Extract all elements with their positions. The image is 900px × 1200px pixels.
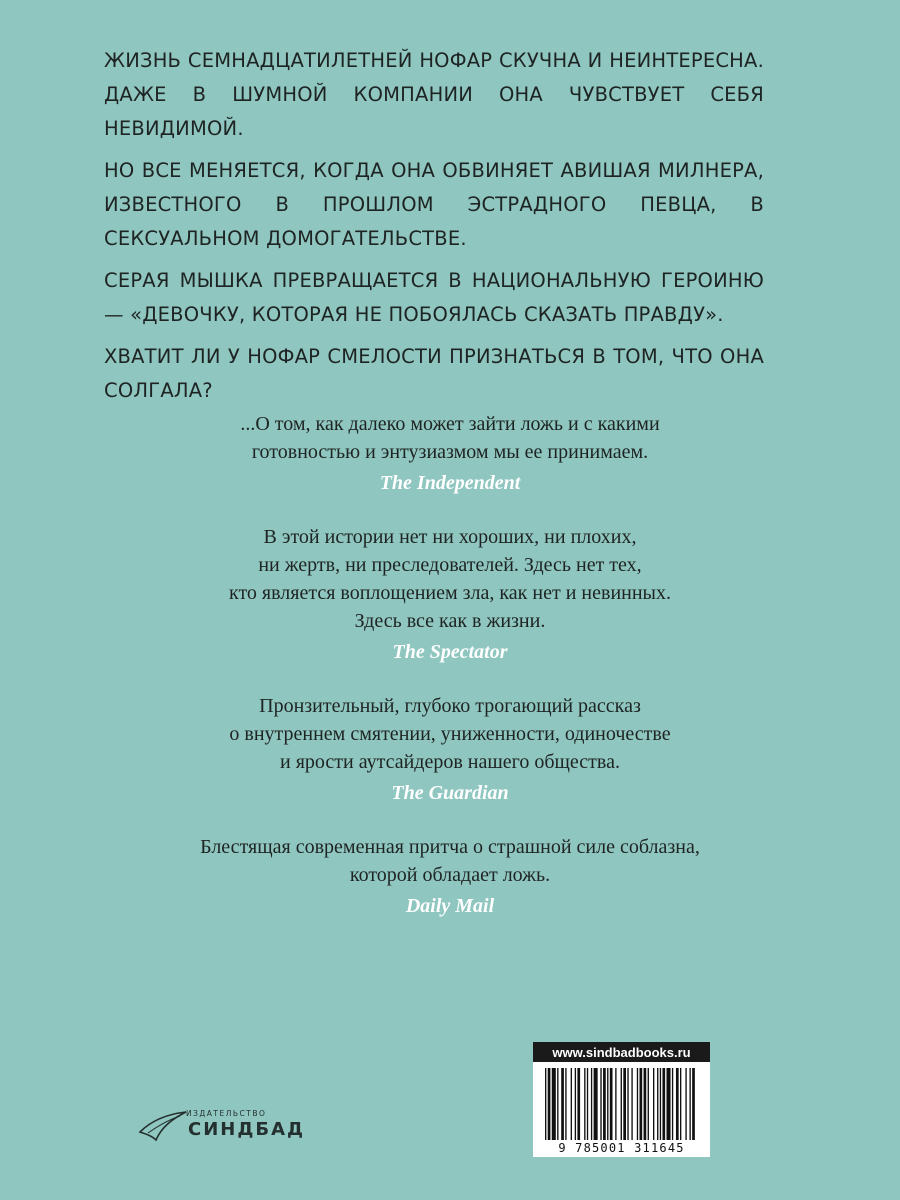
review-item <box>120 523 780 666</box>
publisher-logo <box>138 1104 313 1149</box>
review-quote: ...О том, как далеко может зайти ложь и с какими готовностью и энтузиазмом мы ее принимаем. <box>240 413 660 463</box>
review-quote: Блестящая современная притча о страшной силе соблазна, которой обладает ложь. <box>200 836 700 886</box>
review-source: The Guardian <box>391 782 509 804</box>
review-quote: В этой истории нет ни хороших, ни плохих, ни жертв, ни преследователей. Здесь нет тех, кто является воплощением зла, как нет и невинных. Здесь все как в жизни. <box>229 526 671 632</box>
review-source: Daily Mail <box>405 895 495 917</box>
review-source: The Spectator <box>392 641 508 663</box>
blurb-paragraph-1: ЖИЗНЬ СЕМНАДЦАТИЛЕТНЕЙ НОФАР СКУЧНА И НЕИНТЕРЕСНА. ДАЖЕ В ШУМНОЙ КОМПАНИИ ОНА ЧУВСТВУЕТ СЕБЯ НЕВИДИМОЙ. <box>104 49 764 140</box>
review-item <box>120 692 780 807</box>
review-source: The Independent <box>379 472 521 494</box>
blurb-paragraph-3: СЕРАЯ МЫШКА ПРЕВРАЩАЕТСЯ В НАЦИОНАЛЬНУЮ ГЕРОИНЮ — «ДЕВОЧКУ, КОТОРАЯ НЕ ПОБОЯЛАСЬ СКАЗАТЬ ПРАВДУ». <box>104 269 764 326</box>
blurb-text <box>104 44 764 416</box>
isbn-digits: 9 785001 311645 <box>558 1141 685 1155</box>
blurb-paragraph-4: ХВАТИТ ЛИ У НОФАР СМЕЛОСТИ ПРИЗНАТЬСЯ В ТОМ, ЧТО ОНА СОЛГАЛА? <box>104 345 764 402</box>
sail-icon <box>138 1106 190 1146</box>
blurb-paragraph-2: НО ВСЕ МЕНЯЕТСЯ, КОГДА ОНА ОБВИНЯЕТ АВИШАЯ МИЛНЕРА, ИЗВЕСТНОГО В ПРОШЛОМ ЭСТРАДНОГО ПЕВЦА, В СЕКСУАЛЬНОМ ДОМОГАТЕЛЬСТВЕ. <box>104 159 764 250</box>
review-item <box>120 410 780 497</box>
publisher-name: СИНДБАД <box>188 1119 306 1140</box>
review-item <box>120 833 780 920</box>
barcode-block <box>533 1042 710 1157</box>
review-quote: Пронзительный, глубоко трогающий рассказ о внутреннем смятении, униженности, одиночестве и ярости аутсайдеров нашего общества. <box>229 695 671 773</box>
reviews-section <box>120 410 780 946</box>
barcode-icon <box>545 1068 698 1140</box>
publisher-label: ИЗДАТЕЛЬСТВО <box>186 1109 267 1118</box>
website-url: www.sindbadbooks.ru <box>533 1042 710 1063</box>
